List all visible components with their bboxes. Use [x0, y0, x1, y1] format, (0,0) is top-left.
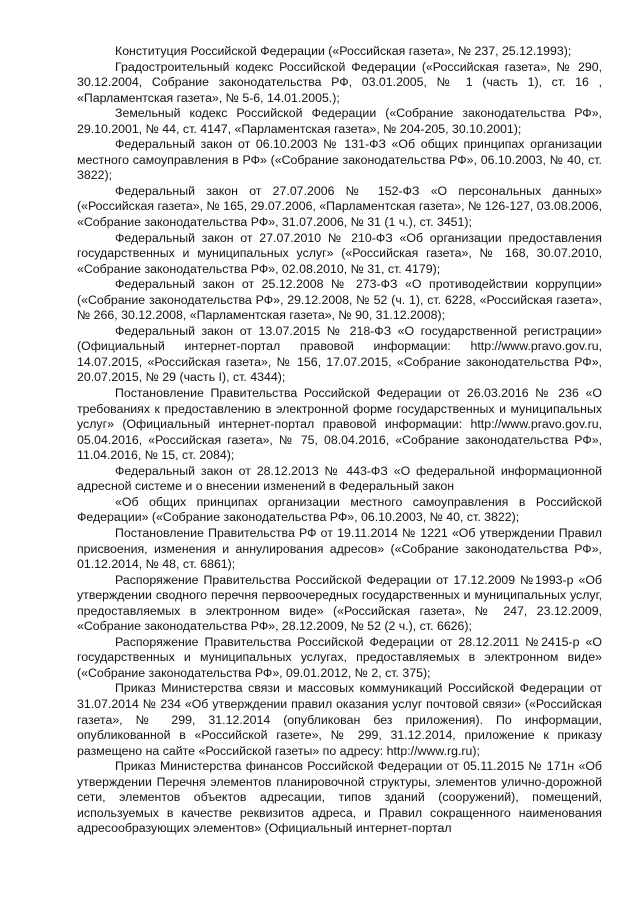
paragraph-land-code: Земельный кодекс Российской Федерации («Собрание законодательства РФ», 29.10.2001, № 44, ст. 4147, «Парламентская газета», № 204-205, 30.10.2001); — [77, 106, 602, 136]
paragraph-law-443-continued: «Об общих принципах организации местного самоуправления в Российской Федерации» («Собрание законодательства РФ», 06.10.2003, № 40, ст. 3822); — [77, 494, 602, 525]
paragraph-constitution: Конституция Российской Федерации («Российская газета», № 237, 25.12.1993); — [115, 44, 572, 58]
paragraph-law-273: Федеральный закон от 25.12.2008 № 273-ФЗ «О противодействии коррупции» («Собрание законодательства РФ», 29.12.2008, № 52 (ч. 1), ст. 6228, «Российская газета», № 266, 30.12.2008, «Парламентская газета», № 90, 31.12.2008); — [77, 277, 602, 323]
paragraph-ministry-communications-234: Приказ Министерства связи и массовых коммуникаций Российской Федерации от 31.07.2014 № 234 «Об утверждении правил оказания услуг почтовой связи» («Российская газета», № 299, 31.12.2014 (опубликован без приложения). По информации, опубликованной в «Российской газете», № 299, 31.12.2014, приложение к приказу размещено на сайте «Российской газеты» по адресу: http://www.rg.ru); — [77, 681, 602, 758]
paragraph-law-218: Федеральный закон от 13.07.2015 № 218-ФЗ «О государственной регистрации» (Официальный интернет-портал правовой информации: http://www.pravo.gov.ru, 14.07.2015, «Российская газета», № 156, 17.07.2015, «Собрание законодательства РФ», 20.07.2015, № 29 (часть I), ст. 4344); — [77, 323, 602, 385]
paragraph-resolution-1221: Постановление Правительства РФ от 19.11.2014 № 1221 «Об утверждении Правил присвоения, изменения и аннулирования адресов» («Собрание законодательства РФ», 01.12.2014, № 48, ст. 6861); — [77, 525, 602, 572]
paragraph-urban-planning-code: Градостроительный кодекс Российской Федерации («Российская газета», № 290, 30.12.2004, Собрание законодательства РФ, 03.01.2005, № 1 (часть 1), ст. 16 , «Парламентская газета», № 5-6, 14.01.2005.); — [77, 59, 602, 105]
paragraph-order-2415: Распоряжение Правительства Российской Федерации от 28.12.2011 №2415-р «О государственных и муниципальных услугах, предоставляемых в электронном виде» («Собрание законодательства РФ», 09.01.2012, № 2, ст. 375); — [77, 634, 602, 680]
paragraph-order-1993: Распоряжение Правительства Российской Федерации от 17.12.2009 №1993-р «Об утверждении сводного перечня первоочередных государственных и муниципальных услуг, предоставляемых в электронном виде» («Российская газета», № 247, 23.12.2009, «Собрание законодательства РФ», 28.12.2009, № 52 (2 ч.), ст. 6626); — [77, 572, 602, 634]
paragraph-law-210: Федеральный закон от 27.07.2010 № 210-ФЗ «Об организации предоставления государственных и муниципальных услуг» («Российская газета», № 168, 30.07.2010, «Собрание законодательства РФ», 02.08.2010, № 31, ст. 4179); — [77, 230, 602, 276]
paragraph-resolution-236: Постановление Правительства Российской Федерации от 26.03.2016 № 236 «О требованиях к предоставлению в электронной форме государственных и муниципальных услуг» (Официальный интернет-портал правовой информации: http://www.pravo.gov.ru, 05.04.2016, «Российская газета», № 75, 08.04.2016, «Собрание законодательства РФ», 11.04.2016, № 15, ст. 2084); — [77, 386, 602, 463]
paragraph-law-152: Федеральный закон от 27.07.2006 № 152-ФЗ «О персональных данных» («Российская газета», № 165, 29.07.2006, «Парламентская газета», № 126-127, 03.08.2006, «Собрание законодательства РФ», 31.07.2006, № 31 (1 ч.), ст. 3451); — [77, 183, 602, 230]
paragraph-ministry-finance-171n: Приказ Министерства финансов Российской Федерации от 05.11.2015 № 171н «Об утверждении Перечня элементов планировочной структуры, элементов улично-дорожной сети, элементов объектов адресации, типов зданий (сооружений), помещений, используемых в качестве реквизитов адреса, и Правил сокращенного наименования адресообразующих элементов» (Официальный интернет-портал — [77, 759, 602, 836]
paragraph-law-443: Федеральный закон от 28.12.2013 № 443-ФЗ «О федеральной информационной адресной системе и о внесении изменений в Федеральный закон — [77, 463, 602, 494]
paragraph-law-131: Федеральный закон от 06.10.2003 № 131-ФЗ «Об общих принципах организации местного самоуправления в РФ» («Собрание законодательства РФ», 06.10.2003, № 40, ст. 3822); — [77, 137, 602, 183]
